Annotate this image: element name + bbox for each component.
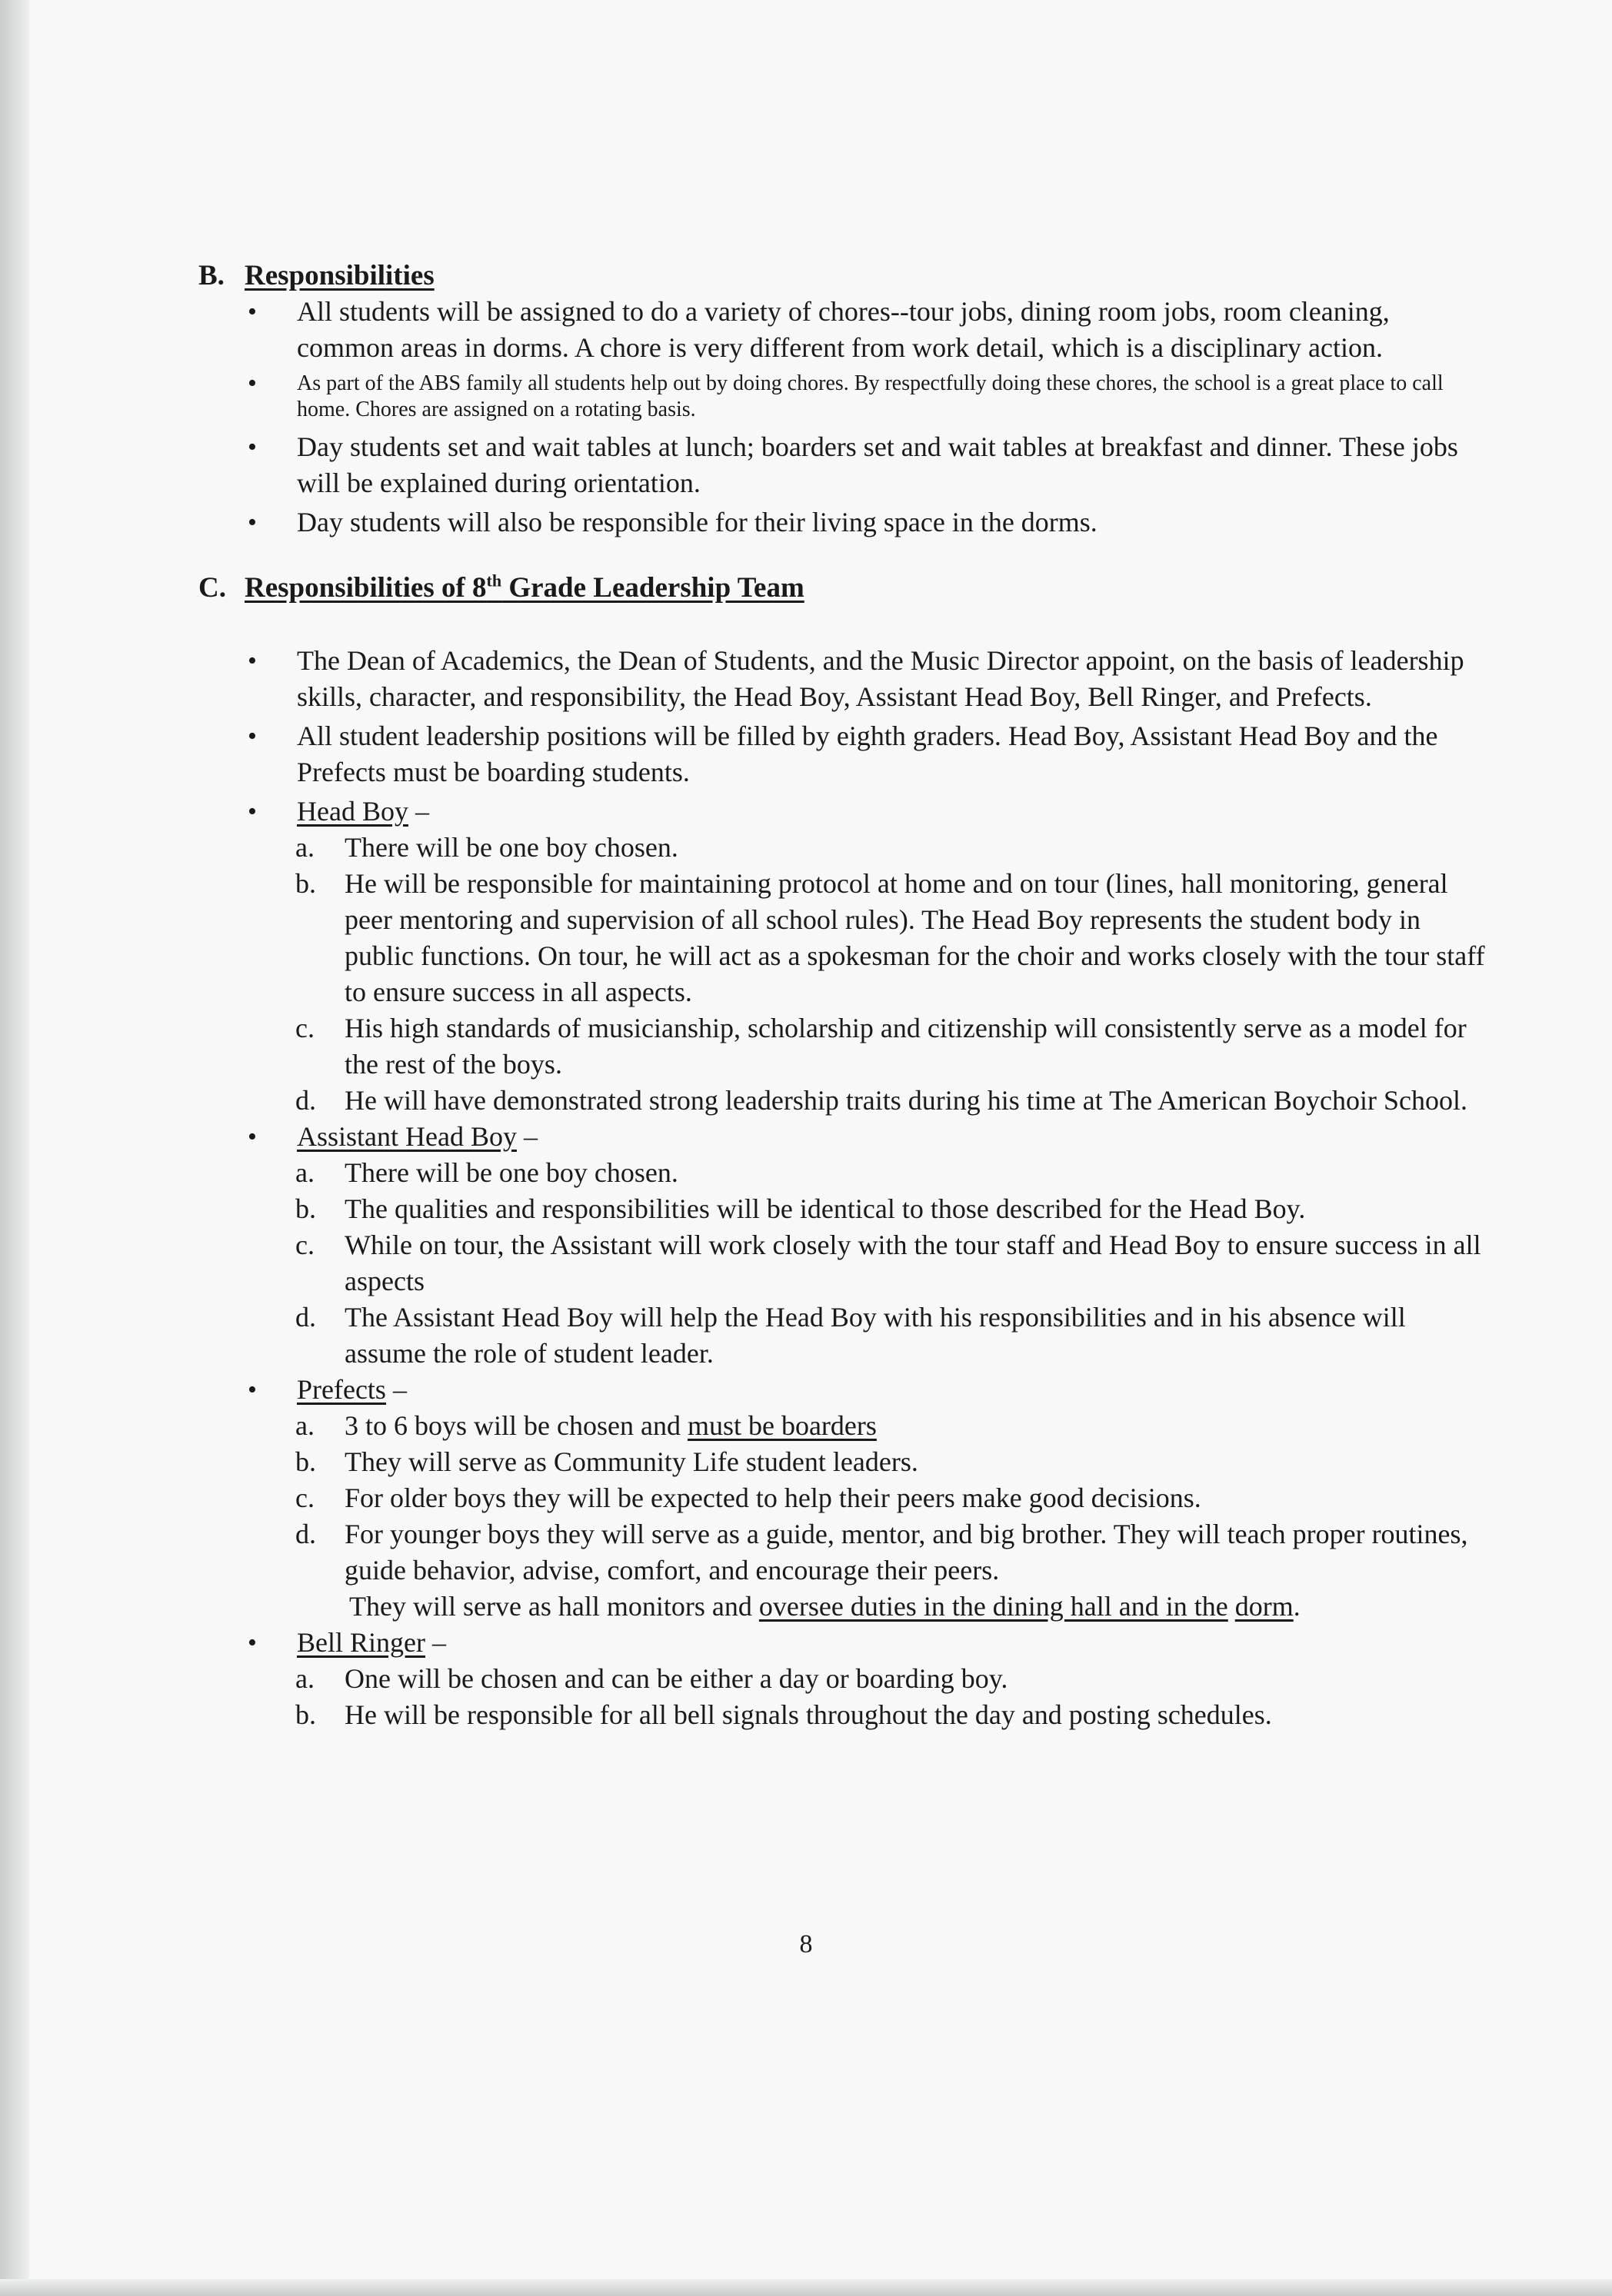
duty-label: a. xyxy=(295,1663,315,1694)
duty-item xyxy=(295,866,1490,1010)
duty-label: b. xyxy=(295,868,316,899)
duty-label: c. xyxy=(295,1013,315,1043)
duty-text: The Assistant Head Boy will help the Head Boy with his responsibilities and in his absence will assume the role of student leader. xyxy=(345,1302,1406,1369)
role-head-boy xyxy=(198,794,1490,1119)
duty-emphasis: must be boarders xyxy=(687,1410,877,1441)
page-bottom-edge xyxy=(0,2279,1612,2296)
role-dash: – xyxy=(516,1121,538,1152)
duty-label: b. xyxy=(295,1699,316,1730)
duty-item xyxy=(295,830,1490,866)
role-duties xyxy=(297,1408,1490,1589)
duty-item xyxy=(295,1010,1490,1083)
duty-item xyxy=(295,1227,1490,1299)
duty-text: For older boys they will be expected to help their peers make good decisions. xyxy=(345,1482,1201,1513)
duty-item xyxy=(295,1299,1490,1372)
duty-item xyxy=(295,1408,1490,1444)
ordinal-superscript: th xyxy=(486,571,502,591)
duty-emphasis: oversee duties in the dining hall and in the xyxy=(758,1591,1228,1622)
duty-text: He will have demonstrated strong leadership traits during his time at The American Boychoir School. xyxy=(345,1085,1468,1116)
duty-label: b. xyxy=(295,1193,316,1224)
role-assistant-head-boy xyxy=(198,1119,1490,1372)
duty-text xyxy=(1228,1591,1235,1622)
section-b-list xyxy=(198,294,1490,541)
role-bell-ringer xyxy=(198,1625,1490,1733)
duty-text: They will serve as Community Life student leaders. xyxy=(345,1446,918,1477)
section-c-list xyxy=(198,643,1490,1733)
section-c-heading xyxy=(198,570,1490,606)
role-title: Head Boy xyxy=(297,796,408,827)
section-title: Responsibilities xyxy=(245,260,435,291)
duty-label: a. xyxy=(295,1410,315,1441)
section-letter: C. xyxy=(198,572,226,604)
role-title: Bell Ringer xyxy=(297,1627,425,1658)
duty-text: There will be one boy chosen. xyxy=(345,1157,678,1188)
duty-text: His high standards of musicianship, scholarship and citizenship will consistently serve as a model for the rest of the boys. xyxy=(345,1013,1467,1080)
duty-label: a. xyxy=(295,832,315,863)
role-duties xyxy=(297,830,1490,1119)
list-item: • Day students will also be responsible for their living space in the dorms. xyxy=(198,504,1490,541)
duty-text: 3 to 6 boys will be chosen and xyxy=(345,1410,688,1441)
list-item: • All student leadership positions will be filled by eighth graders. Head Boy, Assistant Head Boy and the Prefects must be boarding students. xyxy=(198,718,1490,790)
duty-label: c. xyxy=(295,1482,315,1513)
duty-item xyxy=(295,1191,1490,1227)
section-title-part: Responsibilities of 8 xyxy=(245,572,487,604)
duty-text: For younger boys they will serve as a guide, mentor, and big brother. They will teach proper routines, guide behavior, advise, comfort, and encourage their peers. xyxy=(345,1519,1468,1586)
role-dash: – xyxy=(385,1374,407,1405)
section-b-heading xyxy=(198,258,1490,294)
duty-label: c. xyxy=(295,1230,315,1260)
duty-label: d. xyxy=(295,1302,316,1333)
section-letter: B. xyxy=(198,260,225,291)
role-prefects xyxy=(198,1372,1490,1625)
duty-continuation xyxy=(297,1589,1490,1625)
list-item: • The Dean of Academics, the Dean of Students, and the Music Director appoint, on the basis of leadership skills, character, and responsibility, the Head Boy, Assistant Head Boy, Bell Ringer, and Prefects. xyxy=(198,643,1490,715)
duty-text: The qualities and responsibilities will be identical to those described for the Head Boy. xyxy=(345,1193,1306,1224)
duty-item xyxy=(295,1661,1490,1697)
duty-item xyxy=(295,1083,1490,1119)
section-title xyxy=(245,572,804,604)
duty-text: There will be one boy chosen. xyxy=(345,832,678,863)
role-title: Prefects xyxy=(297,1374,386,1405)
duty-item xyxy=(295,1697,1490,1733)
page-number: 8 xyxy=(799,1930,813,1958)
role-dash: – xyxy=(408,796,429,827)
section-title-part: Grade Leadership Team xyxy=(501,572,804,604)
list-item: • Day students set and wait tables at lunch; boarders set and wait tables at breakfast and dinner. These jobs will be explained during orientation. xyxy=(198,429,1490,501)
role-duties xyxy=(297,1661,1490,1733)
document-body xyxy=(198,258,1490,1733)
duty-text: They will serve as hall monitors and xyxy=(349,1591,759,1622)
duty-text: One will be chosen and can be either a day or boarding boy. xyxy=(345,1663,1008,1694)
duty-label: b. xyxy=(295,1446,316,1477)
list-item: • All students will be assigned to do a variety of chores--tour jobs, dining room jobs, room cleaning, common areas in dorms. A chore is very different from work detail, which is a disciplinary action. xyxy=(198,294,1490,366)
duty-label: d. xyxy=(295,1519,316,1549)
role-duties xyxy=(297,1155,1490,1372)
duty-label: d. xyxy=(295,1085,316,1116)
duty-label: a. xyxy=(295,1157,315,1188)
duty-emphasis: dorm xyxy=(1234,1591,1294,1622)
duty-text: He will be responsible for all bell signals throughout the day and posting schedules. xyxy=(345,1699,1272,1730)
duty-text: . xyxy=(1293,1591,1301,1622)
duty-item xyxy=(295,1516,1490,1589)
role-dash: – xyxy=(425,1627,446,1658)
duty-text: He will be responsible for maintaining protocol at home and on tour (lines, hall monitoring, general peer mentoring and supervision of all school rules). The Head Boy represents the student body in public functions. On tour, he will act as a spokesman for the choir and works closely with the tour staff to ensure success in all aspects. xyxy=(345,868,1485,1007)
list-item: • As part of the ABS family all students help out by doing chores. By respectfully doing these chores, the school is a great place to call home. Chores are assigned on a rotating basis. xyxy=(198,371,1490,423)
duty-item xyxy=(295,1444,1490,1480)
duty-text: While on tour, the Assistant will work closely with the tour staff and Head Boy to ensure success in all aspects xyxy=(345,1230,1481,1296)
role-title: Assistant Head Boy xyxy=(297,1121,517,1152)
duty-item xyxy=(295,1155,1490,1191)
duty-item xyxy=(295,1480,1490,1516)
